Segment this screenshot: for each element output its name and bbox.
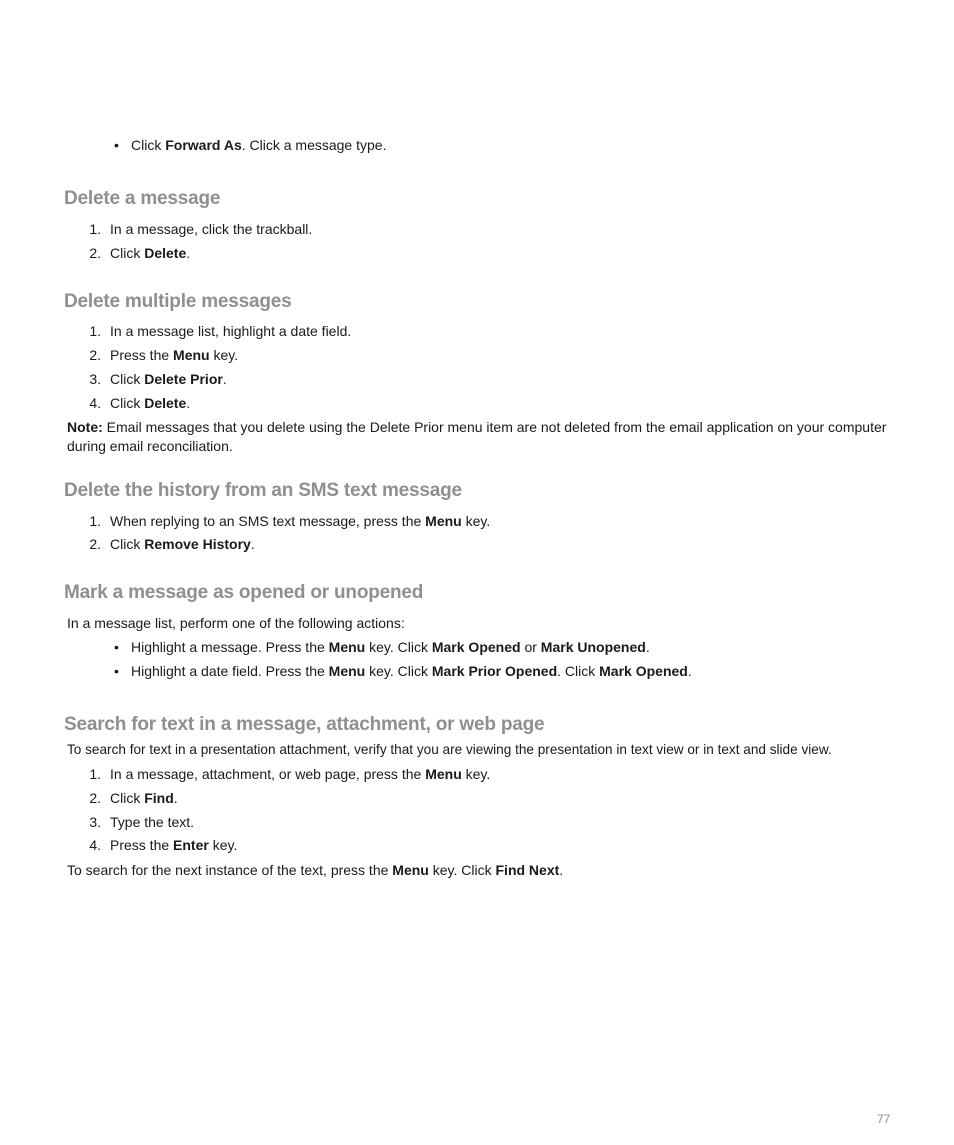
step-number: 4. xyxy=(89,395,101,411)
step-text: In a message list, highlight a date field. xyxy=(110,323,352,339)
mark-bullet-2: Highlight a date field. Press the Menu key. Click Mark Prior Opened. Click Mark Opened. xyxy=(131,663,692,679)
step-text: In a message, click the trackball. xyxy=(110,221,313,237)
step-number: 1. xyxy=(89,221,101,237)
bullet-marker: • xyxy=(114,663,119,679)
note-paragraph-continued: during email reconciliation. xyxy=(67,438,233,454)
heading-delete-history: Delete the history from an SMS text message xyxy=(64,480,462,501)
step-text: Click Delete. xyxy=(110,395,191,411)
page-number: 77 xyxy=(877,1112,891,1126)
step-text: When replying to an SMS text message, press the Menu key. xyxy=(110,513,491,529)
bullet-marker: • xyxy=(114,639,119,655)
heading-mark-message: Mark a message as opened or unopened xyxy=(64,582,424,603)
step-text: Click Delete. xyxy=(110,245,191,261)
forward-as-instruction: Click Forward As. Click a message type. xyxy=(131,137,387,153)
heading-delete-multiple: Delete multiple messages xyxy=(64,291,292,312)
step-number: 1. xyxy=(89,766,101,782)
step-text: Click Delete Prior. xyxy=(110,371,227,387)
step-number: 2. xyxy=(89,245,101,261)
search-intro: To search for text in a presentation attachment, verify that you are viewing the presentation in text view or in text and slide view. xyxy=(67,742,832,757)
mark-intro: In a message list, perform one of the following actions: xyxy=(67,615,405,631)
step-text: Press the Menu key. xyxy=(110,347,239,363)
mark-bullet-1: Highlight a message. Press the Menu key. Click Mark Opened or Mark Unopened. xyxy=(131,639,650,655)
step-text: Click Remove History. xyxy=(110,536,255,552)
step-number: 2. xyxy=(89,536,101,552)
step-number: 4. xyxy=(89,837,101,853)
step-number: 1. xyxy=(89,513,101,529)
step-text: Press the Enter key. xyxy=(110,837,238,853)
step-number: 3. xyxy=(89,371,101,387)
step-text: Click Find. xyxy=(110,790,178,806)
bullet-marker: • xyxy=(114,137,119,153)
step-number: 2. xyxy=(89,347,101,363)
step-text: In a message, attachment, or web page, press the Menu key. xyxy=(110,766,491,782)
heading-search-text: Search for text in a message, attachment, or web page xyxy=(64,714,545,735)
search-outro: To search for the next instance of the text, press the Menu key. Click Find Next. xyxy=(67,862,564,878)
step-text: Type the text. xyxy=(110,814,195,830)
note-paragraph: Note: Email messages that you delete using the Delete Prior menu item are not deleted from the email application on your computer xyxy=(67,419,887,435)
step-number: 2. xyxy=(89,790,101,806)
heading-delete-message: Delete a message xyxy=(64,188,221,209)
step-number: 1. xyxy=(89,323,101,339)
step-number: 3. xyxy=(89,814,101,830)
